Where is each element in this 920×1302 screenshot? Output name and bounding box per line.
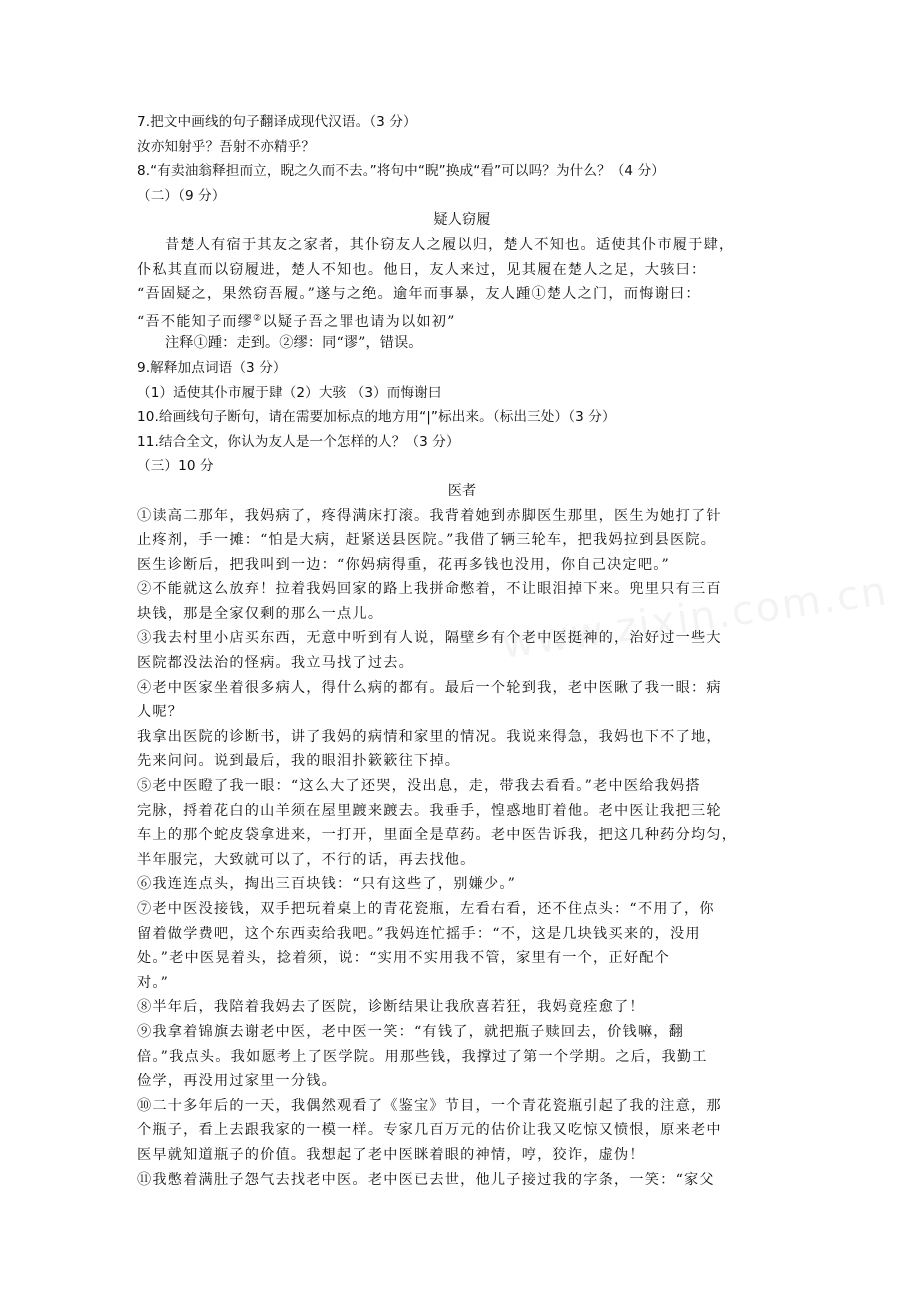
section-3-header: （三）10 分	[137, 458, 214, 475]
document-page	[137, 110, 787, 1192]
story-line: 我拿出医院的诊断书，讲了我妈的病情和家里的情况。我说来得急，我妈也下不了地，	[137, 728, 722, 745]
underlined-part-b: 以疑子吾之罪也请为以如初”	[262, 314, 456, 331]
story-line: 块钱，那是全家仅剩的那么一点儿。	[137, 605, 384, 622]
story-line: 半年服完，大致就可以了，不行的话，再去找他。	[137, 851, 476, 868]
story-line: 完脉，捋着花白的山羊须在屋里踱来踱去。我垂手，惶惑地盯着他。老中医让我把三轮	[137, 802, 722, 819]
story-line: 先来问问。说到最后，我的眼泪扑簌簌往下掉。	[137, 753, 461, 770]
story-line: 医早就知道瓶子的价值。我想起了老中医眯着眼的神情，哼，狡诈，虚伪！	[137, 1146, 645, 1163]
passage-line: 仆私其直而以窃履进，楚人不知也。他日，友人来过，见其履在楚人之足，大骇曰：	[137, 261, 707, 278]
question-9-items: （1）适使其仆市履于肆（2）大骇 （3）而悔谢曰	[137, 384, 442, 401]
story-line: 止疼剂，手一摊：“怕是大病，赶紧送县医院。”我借了辆三轮车，把我妈拉到县医院。	[137, 532, 717, 549]
story-line: ④老中医家坐着很多病人，得什么病的都有。最后一个轮到我，老中医瞅了我一眼：病	[137, 679, 722, 696]
story-line: 对。”	[137, 974, 170, 991]
question-7: 7.把文中画线的句子翻译成现代汉语。（3 分）	[137, 114, 417, 130]
passage-line: “吾固疑之，果然窃吾履。”遂与之绝。逾年而事暴，友人踵①楚人之门，而悔谢曰：	[137, 286, 701, 303]
question-11: 11.结合全文，你认为友人是一个怎样的人？（3 分）	[137, 433, 460, 450]
story-line: ③我去村里小店买东西，无意中听到有人说，隔壁乡有个老中医挺神的，治好过一些大	[137, 630, 722, 647]
section-3-title: 医者	[447, 482, 477, 499]
story-line: 倍。”我点头。我如愿考上了医学院。用那些钱，我撑过了第一个学期。之后，我勤工	[137, 1048, 708, 1065]
story-line: ①读高二那年，我妈病了，疼得满床打滚。我背着她到赤脚医生那里，医生为她打了针	[137, 507, 722, 524]
story-line: ⑥我连连点头，掏出三百块钱：“只有这些了，别嫌少。”	[137, 876, 517, 893]
note-marker: ②	[253, 313, 263, 324]
story-line: 人呢？	[137, 704, 184, 721]
question-8: 8.“有卖油翁释担而立，睨之久而不去。”将句中“睨”换成“看”可以吗？为什么？（4 分）	[137, 163, 665, 180]
story-line: ⑦老中医没接钱，双手把玩着桌上的青花瓷瓶，左看右看，还不住点头：“不用了，你	[137, 901, 715, 917]
story-body	[137, 504, 787, 1193]
question-7-sentence: 汝亦知射乎？吾射不亦精乎？	[137, 138, 316, 155]
story-line: ⑪我憋着满肚子怨气去找老中医。老中医已去世，他儿子接过我的字条，一笑：“家父	[137, 1171, 715, 1188]
passage-note: 注释①踵：走到。②缪：同“谬”，错误。	[165, 335, 423, 352]
underlined-part-a: “吾不能知子而缪	[137, 314, 254, 331]
question-9: 9.解释加点词语（3 分）	[137, 359, 287, 376]
story-line: 医院都没法治的怪病。我立马找了过去。	[137, 655, 414, 672]
section-2-title: 疑人窃履	[433, 212, 491, 229]
story-line: ⑧半年后，我陪着我妈去了医院，诊断结果让我欣喜若狂，我妈竟痊愈了！	[137, 999, 645, 1016]
passage-underlined-line	[137, 307, 787, 332]
story-line: 俭学，再没用过家里一分钱。	[137, 1073, 338, 1090]
story-line: 处。”老中医晃着头，捻着须，说：“实用不实用我不管，家里有一个，正好配个	[137, 950, 670, 967]
question-10: 10.给画线句子断句，请在需要加标点的地方用“|”标出来。（标出三处）（3 分）	[137, 409, 616, 426]
story-line: 医生诊断后，把我叫到一边：“你妈病得重，花再多钱也没用，你自己决定吧。”	[137, 556, 670, 573]
passage-line: 昔楚人有宿于其友之家者，其仆窃友人之履以归，楚人不知也。适使其仆市履于肆，	[165, 236, 735, 253]
story-line: ②不能就这么放弃！拉着我妈回家的路上我拼命憋着，不让眼泪掉下来。兜里只有三百	[137, 581, 722, 598]
underlined-sentence	[137, 314, 456, 331]
story-line: 留着做学费吧，这个东西卖给我吧。”我妈连忙摇手：“不，这是几块钱买来的，没用	[137, 925, 701, 942]
story-line: ⑤老中医瞪了我一眼：“这么大了还哭，没出息，走，带我去看看。”老中医给我妈搭	[137, 778, 701, 795]
story-line: ⑩二十多年后的一天，我偶然观看了《鉴宝》节目，一个青花瓷瓶引起了我的注意，那	[137, 1097, 722, 1114]
story-line: ⑨我拿着锦旗去谢老中医，老中医一笑：“有钱了，就把瓶子赎回去，价钱嘛，翻	[137, 1023, 685, 1040]
story-line: 车上的那个蛇皮袋拿进来，一打开，里面全是草药。老中医告诉我，把这几种药分均匀，	[137, 827, 738, 844]
section-2-header: （二）（9 分）	[137, 187, 226, 204]
story-line: 个瓶子，看上去跟我家的一模一样。专家几百万元的估价让我又吃惊又愤恨，原来老中	[137, 1122, 722, 1139]
